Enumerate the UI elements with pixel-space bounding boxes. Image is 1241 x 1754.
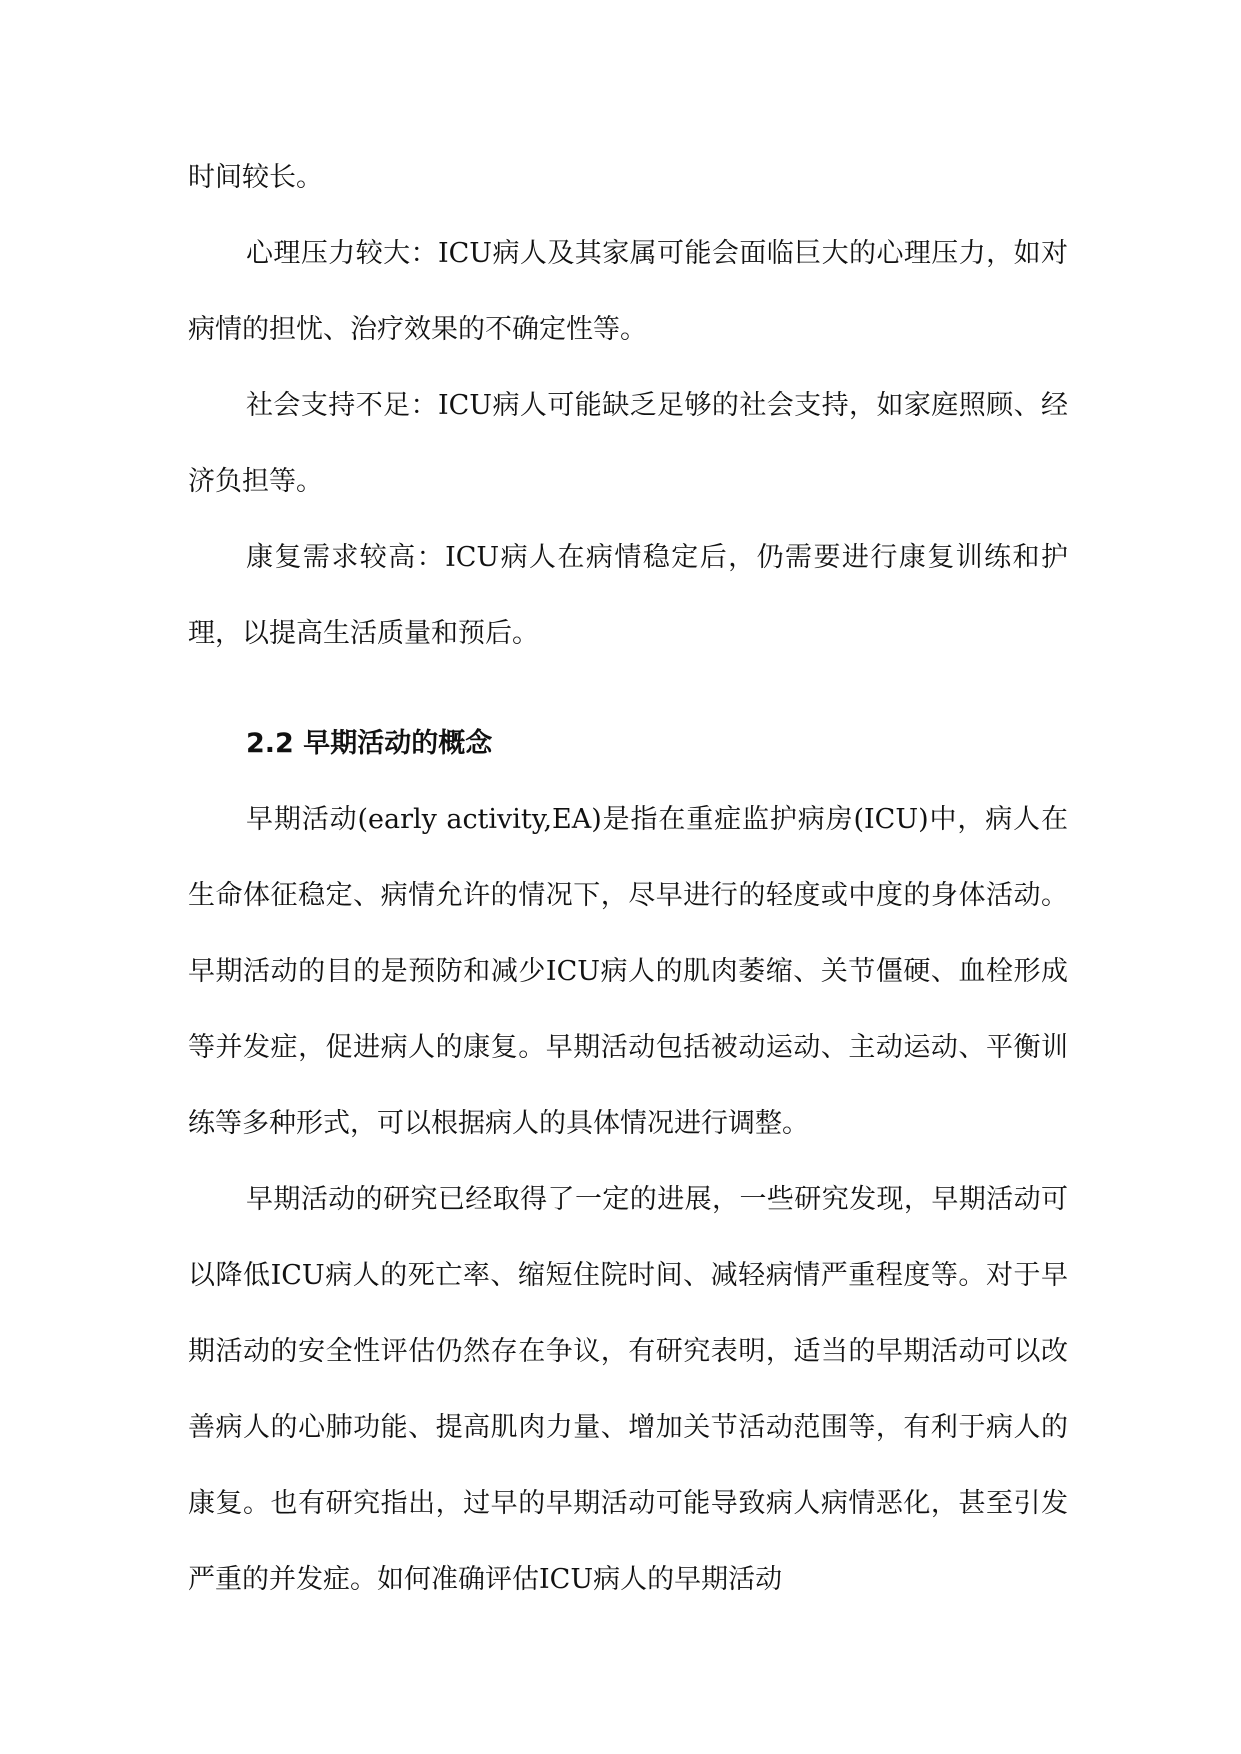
paragraph-early-activity-research: 早期活动的研究已经取得了一定的进展，一些研究发现，早期活动可以降低ICU病人的死亡率、缩短住院时间、减轻病情严重程度等。对于早期活动的安全性评估仍然存在争议，有研究表明，适当的早期活动可以改善病人的心肺功能、提高肌肉力量、增加关节活动范围等，有利于病人的康复。也有研究指出，过早的早期活动可能导致病人病情恶化，甚至引发严重的并发症。如何准确评估ICU病人的早期活动 [188,1184,1068,1595]
paragraph-continuation: 时间较长。 [188,162,323,193]
paragraph-early-activity-definition: 早期活动(early activity,EA)是指在重症监护病房(ICU)中，病人在生命体征稳定、病情允许的情况下，尽早进行的轻度或中度的身体活动。早期活动的目的是预防和减少ICU病人的肌肉萎缩、关节僵硬、血栓形成等并发症，促进病人的康复。早期活动包括被动运动、主动运动、平衡训练等多种形式，可以根据病人的具体情况进行调整。 [188,804,1068,1139]
section-heading: 2.2 早期活动的概念 [246,728,493,759]
document-body [188,140,1068,1618]
paragraph-psychological-pressure: 心理压力较大：ICU病人及其家属可能会面临巨大的心理压力，如对病情的担忧、治疗效果的不确定性等。 [188,238,1068,345]
paragraph-social-support: 社会支持不足：ICU病人可能缺乏足够的社会支持，如家庭照顾、经济负担等。 [188,390,1068,497]
paragraph-rehab-needs: 康复需求较高：ICU病人在病情稳定后，仍需要进行康复训练和护理，以提高生活质量和预后。 [188,542,1068,649]
